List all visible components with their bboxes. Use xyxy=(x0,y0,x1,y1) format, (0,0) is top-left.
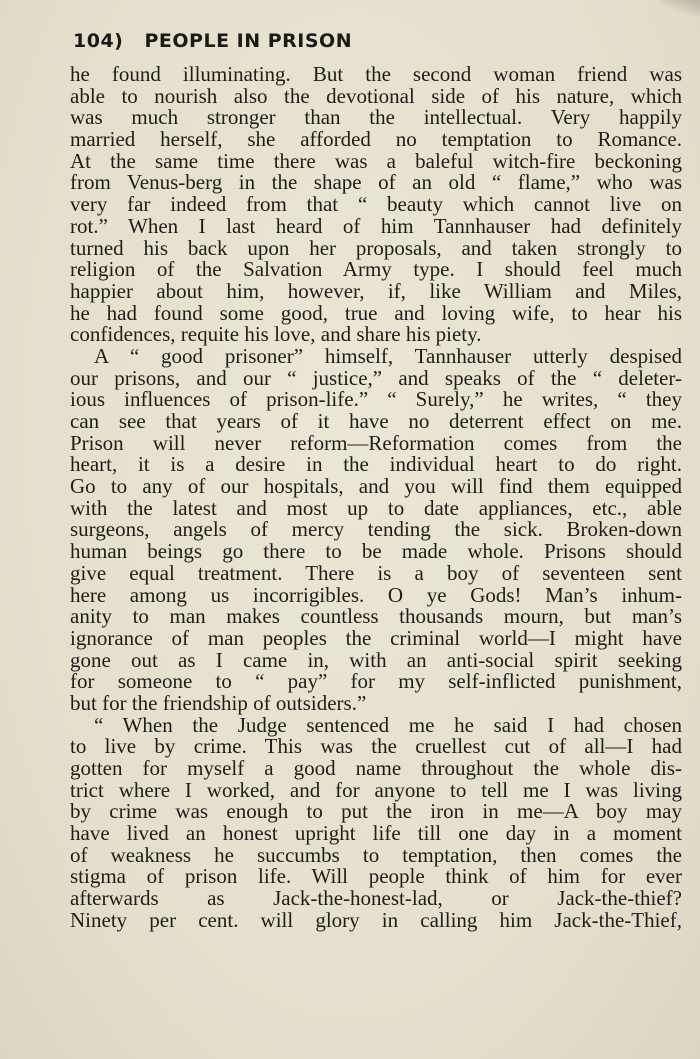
text-line: heart, it is a desire in the individual heart to do right. xyxy=(70,452,682,477)
text-line: give equal treatment. There is a boy of seventeen sent xyxy=(70,560,682,585)
text-line: Ninety per cent. will glory in calling him Jack-the-Thief, xyxy=(70,907,682,932)
text-line: turned his back upon her proposals, and taken strongly to xyxy=(70,235,682,260)
text-line: gone out as I came in, with an anti-social spirit seeking xyxy=(70,647,682,672)
text-line: trict where I worked, and for anyone to tell me I was living xyxy=(70,777,682,802)
body-text xyxy=(70,64,682,932)
running-title: PEOPLE IN PRISON xyxy=(144,30,353,52)
text-line: was much stronger than the intellectual. Very happily xyxy=(70,105,682,130)
text-line: for someone to “ pay” for my self-inflicted punishment, xyxy=(70,669,682,694)
page-header xyxy=(73,30,352,52)
text-line: very far indeed from that “ beauty which cannot live on xyxy=(70,192,682,217)
text-line: ignorance of man peoples the criminal world—I might have xyxy=(70,625,682,650)
text-line: have lived an honest upright life till one day in a moment xyxy=(70,821,682,846)
text-line: by crime was enough to put the iron in me—A boy may xyxy=(70,799,682,824)
text-line: surgeons, angels of mercy tending the sick. Broken-down xyxy=(70,517,682,542)
text-line: Go to any of our hospitals, and you will find them equipped xyxy=(70,474,682,499)
text-line: but for the friendship of outsiders.” xyxy=(70,690,367,715)
text-line: Prison will never reform—Reformation comes from the xyxy=(70,430,682,455)
text-line: rot.” When I last heard of him Tannhauser had definitely xyxy=(70,213,682,238)
text-line: human beings go there to be made whole. Prisons should xyxy=(70,539,682,564)
text-line: from Venus-berg in the shape of an old “ flame,” who was xyxy=(70,170,682,195)
text-line: married herself, she afforded no temptation to Romance. xyxy=(70,127,682,152)
text-line: here among us incorrigibles. O ye Gods! Man’s inhum- xyxy=(70,582,682,607)
text-line: ious influences of prison-life.” “ Surely,” he writes, “ they xyxy=(70,387,682,412)
page-number: 104) xyxy=(73,30,124,52)
text-line: stigma of prison life. Will people think of him for ever xyxy=(70,864,682,889)
text-line: anity to man makes countless thousands mourn, but man’s xyxy=(70,604,682,629)
text-line: able to nourish also the devotional side of his nature, which xyxy=(70,83,682,108)
text-line: A “ good prisoner” himself, Tannhauser utterly despised xyxy=(94,343,682,368)
text-line: can see that years of it have no deterrent effect on me. xyxy=(70,409,682,433)
text-line: he found illuminating. But the second woman friend was xyxy=(70,62,682,86)
text-line: he had found some good, true and loving wife, to hear his xyxy=(70,300,682,325)
text-line: of weakness he succumbs to temptation, then comes the xyxy=(70,842,682,867)
text-line: confidences, requite his love, and share his piety. xyxy=(70,322,482,347)
page-corner-shadow xyxy=(660,0,700,16)
text-line: to live by crime. This was the cruellest cut of all—I had xyxy=(70,734,682,759)
text-line: gotten for myself a good name throughout the whole dis- xyxy=(70,756,682,780)
text-line: afterwards as Jack-the-honest-lad, or Jack-the-thief? xyxy=(70,886,682,911)
text-line: our prisons, and our “ justice,” and speaks of the “ deleter- xyxy=(70,365,682,390)
text-line: happier about him, however, if, like William and Miles, xyxy=(70,278,682,303)
text-line: religion of the Salvation Army type. I should feel much xyxy=(70,257,682,282)
text-line: At the same time there was a baleful witch-fire beckoning xyxy=(70,148,682,173)
text-line: with the latest and most up to date appliances, etc., able xyxy=(70,495,682,520)
text-line: “ When the Judge sentenced me he said I had chosen xyxy=(94,712,682,737)
